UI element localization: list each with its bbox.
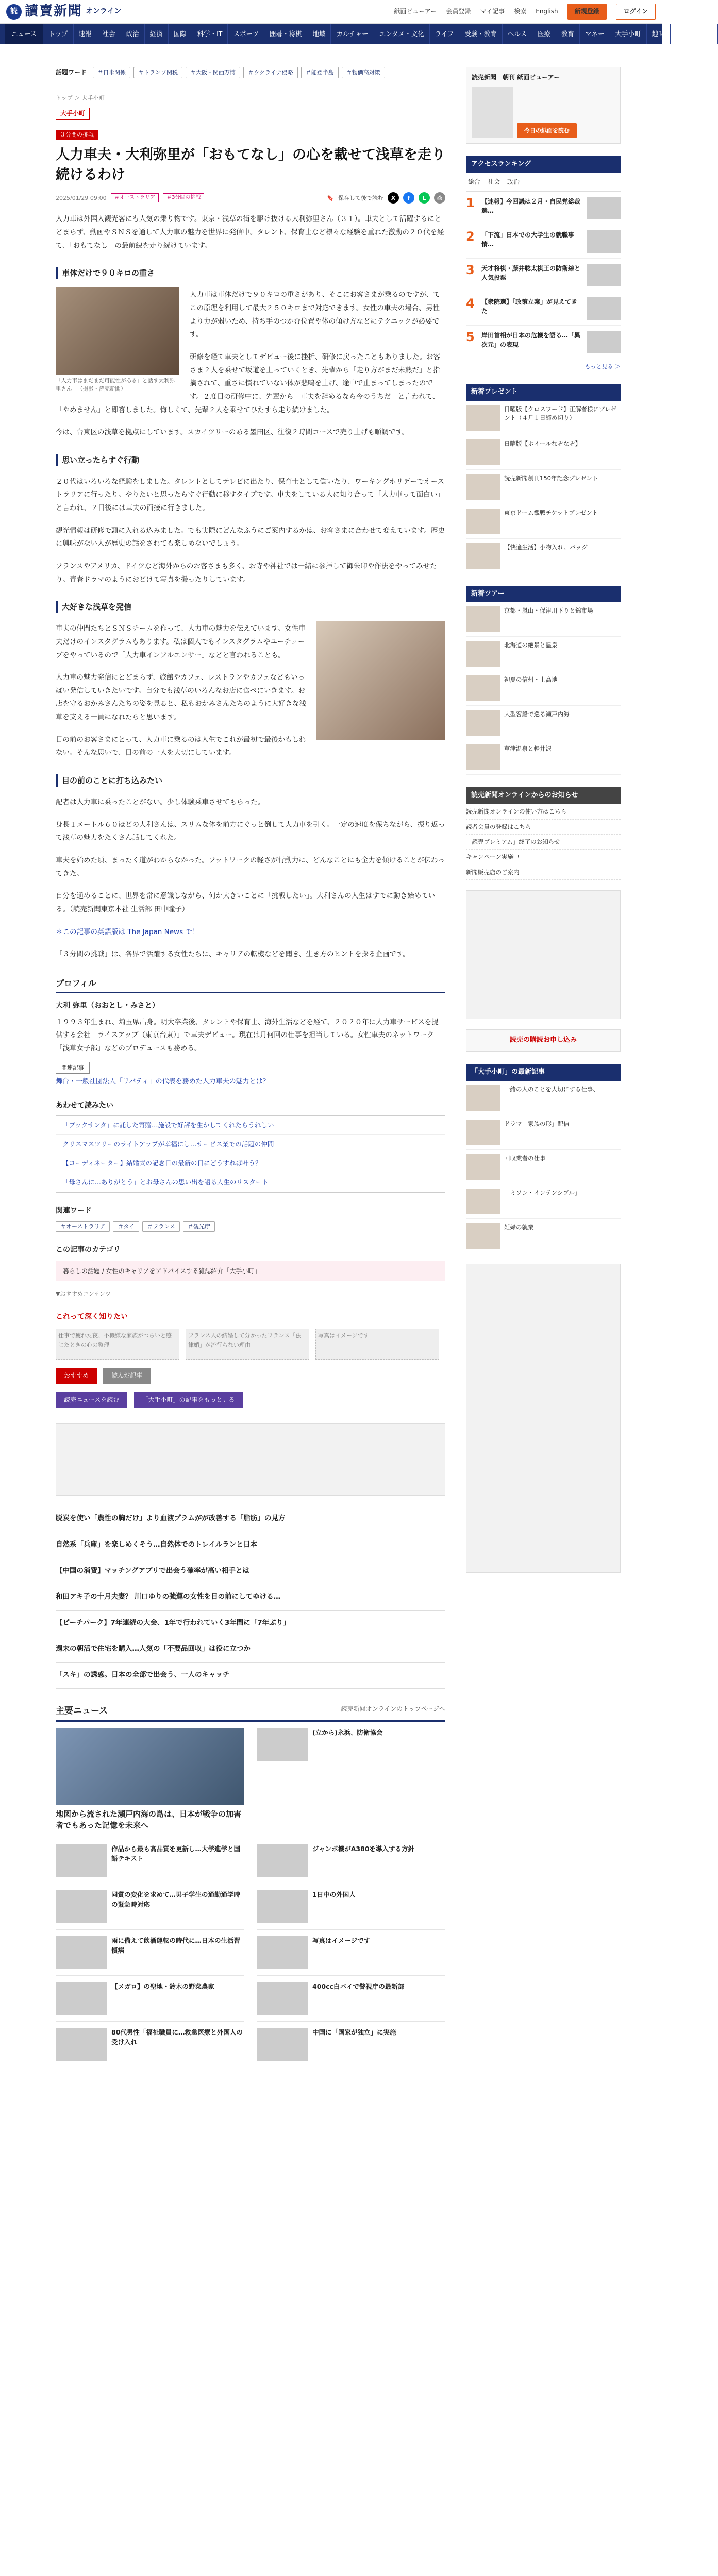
category-heading: この記事のカテゴリ (56, 1246, 121, 1255)
present-item-title: 読売新聞創刊150年記念プレゼント (504, 474, 598, 482)
main-news-item[interactable] (56, 1976, 244, 2022)
present-item[interactable] (466, 401, 621, 435)
news-title: 写真はイメージです (312, 1936, 371, 1944)
link-english[interactable]: English (536, 7, 558, 15)
news-thumb (56, 2028, 107, 2061)
nav-item[interactable]: 写真 (694, 24, 718, 44)
ranking-thumb (587, 264, 621, 286)
tour-item-thumb (466, 710, 500, 736)
feature-cards (56, 1329, 445, 1360)
komachi-item-title: 妊婦の就業 (504, 1223, 534, 1231)
nav-item[interactable]: カルチャー (331, 24, 374, 44)
related-chip[interactable]: ＃オーストラリア (56, 1221, 110, 1232)
nav-item[interactable]: 医療 (532, 24, 556, 44)
sponsored-list (56, 1506, 445, 1688)
nav-item[interactable]: ヘルス (503, 24, 532, 44)
ranking-thumb (587, 230, 621, 253)
signup-button[interactable]: 新規登録 (567, 4, 607, 20)
sponsored-item[interactable]: 「スキ」の誘惑。日本の全部で出会う、一人のキャッチ (56, 1663, 445, 1689)
read-also-list (56, 1115, 445, 1193)
save-later-link[interactable]: 保存して後で読む (338, 194, 383, 201)
logo-sub: オンライン (86, 7, 122, 16)
nav-item[interactable]: 経済 (145, 24, 169, 44)
nav-item[interactable]: ニュース (5, 24, 43, 44)
komachi-item[interactable] (466, 1184, 621, 1219)
line-share-icon[interactable]: L (419, 192, 430, 204)
present-heading: 新着プレゼント (466, 384, 621, 401)
main-news-header (56, 1704, 445, 1722)
news-thumb (257, 1982, 308, 2015)
news-thumb (257, 1936, 308, 1969)
tour-list (466, 602, 621, 775)
news-thumb (56, 1890, 107, 1923)
main-news-item[interactable] (56, 1884, 244, 1930)
nav-item[interactable]: 科学・IT (192, 24, 228, 44)
tour-item-title: 草津温泉と軽井沢 (504, 745, 552, 753)
main-news-lead-image (56, 1728, 244, 1805)
subscribe-box[interactable] (466, 1029, 621, 1052)
profile-heading: プロフィル (56, 977, 445, 993)
read-also-heading: あわせて読みたい (56, 1101, 113, 1110)
trend-chip[interactable]: ＃日米関係 (93, 67, 130, 78)
present-item[interactable] (466, 435, 621, 470)
komachi-item-title: 一緒の人のことを大切にする仕事、 (504, 1085, 599, 1093)
meta-chip[interactable]: ＃オーストラリア (111, 193, 159, 202)
topic-link[interactable]: 読者会員の登録はこちら (466, 820, 621, 835)
profile-text: １９９３年生まれ、埼玉県出身。明大卒業後、タレントや保育士、海外生活などを経て、２０２０年に人力車サービスを提供する会社「ライスアップ（東京台東）」で車夫デビュー。現在は月何回の仕事を担当している。女性車夫のネットワーク「浅草女子部」などのプロデュースも務める。 (56, 1018, 439, 1053)
breadcrumb[interactable]: トップ ＞ 大手小町 (56, 94, 105, 101)
more-komachi-button[interactable]: 「大手小町」の記事をもっと見る (134, 1392, 243, 1408)
present-item-thumb (466, 509, 500, 534)
topic-link[interactable]: 読売新聞オンラインの使い方はこちら (466, 804, 621, 819)
topic-link[interactable]: キャンペーン実施中 (466, 850, 621, 865)
main-news-item[interactable] (257, 1884, 445, 1930)
komachi-item-thumb (466, 1154, 500, 1180)
sponsored-item[interactable]: 自然系「兵庫」を楽しめくそう…自然体でのトレイルランと日本 (56, 1532, 445, 1558)
feature-card-text: フランス人の結婚して分かったフランス「法律婚」が流行らない理由 (186, 1329, 309, 1360)
ranking-tabs (466, 173, 621, 192)
ranking-more-link[interactable]: もっと見る ＞ (585, 363, 621, 370)
header-links (394, 4, 656, 20)
facebook-share-icon[interactable]: f (403, 192, 414, 204)
main-news-top-link[interactable]: 読売新聞オンラインのトップページへ (341, 1705, 445, 1713)
logo-mark-icon: 読 (6, 4, 22, 20)
bottom-buttons (56, 1392, 445, 1408)
nav-item[interactable]: エンタメ・文化 (374, 24, 430, 44)
news-title: 1日中の外国人 (312, 1890, 356, 1899)
read-paper-button[interactable]: 今日の紙面を読む (517, 123, 577, 139)
lead-paragraph: 人力車は外国人観光客にも人気の乗り物です。東京・浅草の街を駆け抜ける大利弥里さん（３１）。車夫として活躍するにとどまらず、動画やＳＮＳを通して人力車の魅力を世界に発信中。タレント、保育士など様々な経験を重ねた激動の２０代を経て、「おもてなし」の最前線を走り続けています。 (56, 215, 444, 250)
news-title: 80代男性「福祉職員に…救急医療と外国人の受け入れ (111, 2028, 243, 2046)
related-chip[interactable]: ＃フランス (142, 1221, 180, 1232)
top-header (0, 0, 662, 24)
ranking-heading: アクセスランキング (466, 156, 621, 173)
article-meta (56, 192, 445, 204)
section-heading: 車体だけで９０キロの重さ (56, 267, 445, 279)
tour-item[interactable] (466, 602, 621, 637)
link-viewer[interactable]: 紙面ビューアー (394, 7, 437, 15)
nav-item[interactable]: 囲碁・将棋 (264, 24, 308, 44)
ad-banner[interactable] (56, 1423, 445, 1496)
meta-chip[interactable]: ＃3分間の挑戦 (163, 193, 204, 202)
ranking-thumb (587, 197, 621, 219)
link-search[interactable]: 検索 (514, 7, 527, 15)
photo-caption: 「人力車はまだまだ可能性がある」と話す大利弥里さん＝（撮影・読売新聞） (56, 378, 175, 393)
body-paragraph: 目の前のお客さまにとって、人力車に乗るのは人生でこれが最初で最後かもしれない。そんな思いで、目の前の一人を大切にしています。 (56, 735, 306, 757)
feature-card[interactable] (186, 1329, 309, 1360)
tour-heading: 新着ツアー (466, 586, 621, 603)
share-bar (327, 192, 445, 204)
ranking-title: 【速報】今回議は２月・自民党総裁選… (481, 198, 581, 215)
topic-link[interactable]: 新聞販売店のご案内 (466, 865, 621, 880)
feature-heading: これって深く知りたい (56, 1312, 128, 1321)
komachi-item[interactable] (466, 1219, 621, 1253)
nav-item[interactable]: 国際 (169, 24, 192, 44)
x-share-icon[interactable]: X (388, 192, 399, 204)
related-words (56, 1221, 445, 1232)
body-paragraph: 人力車の魅力発信にとどまらず、旅館やカフェ、レストランやカフェなどもいっぱい発信していきたいです。自分でも浅草のいろんなお店に食べにいきます。お店を守るおかみさんたちの姿を見ると、私もおかみさんたちのように大好きな浅草を支える一員になれたらと思います。 (56, 673, 306, 722)
present-item-thumb (466, 439, 500, 465)
read-news-button[interactable]: 読売ニュースを読む (56, 1392, 127, 1408)
sponsored-item[interactable]: 週末の朝活で住宅を購入…人気の「不要品回収」は役に立つか (56, 1636, 445, 1663)
trend-chip[interactable]: ＃能登半島 (301, 67, 339, 78)
section-tag[interactable]: 大手小町 (56, 108, 90, 120)
list-item[interactable]: 【コーディネーター】結婚式の記念日の最新の日にどうすれば叶う？ (56, 1154, 445, 1173)
list-item[interactable]: 「ブックサンタ」に託した寄贈…施設で好評を生かしてくれたらうれしい (56, 1116, 445, 1135)
category-box[interactable]: 暮らしの話題 / 女性のキャリアをアドバイスする雑誌紹介「大手小町」 (56, 1261, 445, 1281)
news-title: ジャンボ機がA380を導入する方針 (312, 1844, 415, 1853)
section-heading: 大好きな浅草を発信 (56, 601, 445, 613)
bookmark-icon[interactable]: 🔖 (327, 194, 334, 201)
body-paragraph: 今は、台東区の浅草を拠点にしています。スカイツリーのある墨田区、往復２時間コースで売り上げも順調です。 (56, 428, 409, 437)
komachi-item-thumb (466, 1120, 500, 1145)
paper-viewer-title: 読売新聞 朝刊 紙面ビューアー (472, 74, 560, 81)
photo-figure (56, 287, 179, 394)
main-news-item[interactable] (56, 2022, 244, 2067)
main-news-item[interactable] (257, 2022, 445, 2067)
ranking-tab[interactable]: 政治 (507, 178, 520, 185)
present-item-title: 東京ドーム観戦チケットプレゼント (504, 509, 598, 516)
komachi-item[interactable] (466, 1150, 621, 1184)
article-title: 人力車夫・大利弥里が「おもてなし」の心を載せて浅草を走り続けるわけ (56, 147, 445, 183)
rank-number: 1 (466, 196, 475, 211)
komachi-item-thumb (466, 1223, 500, 1249)
main-news-item[interactable] (257, 1976, 445, 2022)
ranking-item[interactable] (466, 259, 621, 292)
ranking-title: 天才将棋・藤井聡太棋王の防衛線と人気投票 (481, 265, 581, 282)
rank-number: 4 (466, 296, 475, 311)
nav-item[interactable]: 動画 (671, 24, 694, 44)
trend-chip[interactable]: ＃トランプ関税 (133, 67, 182, 78)
ranking-thumb (587, 331, 621, 353)
present-item-thumb (466, 405, 500, 431)
feature-buttons (56, 1368, 445, 1384)
body-paragraph: 車夫を始めた頃、まったく道がわからなかった。フットワークの軽さが行動力に、どんなことにも全力を傾けることが伝わってきた。 (56, 856, 445, 878)
series-note: 「３分間の挑戦」は、各界で活躍する女性たちに、キャリアの転機などを聞き、生き方のヒントを探る企画です。 (56, 950, 410, 959)
nav-item[interactable]: ライフ (430, 24, 460, 44)
present-item[interactable] (466, 470, 621, 504)
article-column (56, 44, 445, 2067)
news-thumb (257, 1844, 308, 1877)
news-thumb (56, 1936, 107, 1969)
present-item-title: 【快適生活】小物入れ、バッグ (504, 543, 588, 551)
present-item[interactable] (466, 539, 621, 573)
tour-item[interactable] (466, 671, 621, 706)
tour-item-thumb (466, 606, 500, 632)
tour-item[interactable] (466, 740, 621, 775)
nav-item[interactable]: スポーツ (228, 24, 264, 44)
publish-date: 2025/01/29 09:00 (56, 194, 107, 201)
ranking-title: 「下流」日本での大学生の就職事情… (481, 231, 575, 248)
present-item-title: 日曜版【クロスワード】正解者様にプレゼント（４月１日締め切り） (504, 405, 617, 421)
sidebar-ad-tall[interactable] (466, 1264, 621, 1573)
ranking-title: 【衆院選】「政策立案」が見えてきた (481, 298, 578, 315)
komachi-item-title: ドラマ「家族の形」配信 (504, 1120, 570, 1127)
tour-item[interactable] (466, 637, 621, 671)
link-register[interactable]: 会員登録 (446, 7, 471, 15)
komachi-item-thumb (466, 1189, 500, 1214)
body-paragraph: フランスやアメリカ、ドイツなど海外からのお客さまも多く、お寺や神社では一緒に参拝して御朱印や作法をやってみせたり。青春ドラマのようにおどけて写真を撮ったりしています。 (56, 562, 437, 584)
rank-number: 2 (466, 229, 475, 244)
feature-card[interactable] (56, 1329, 179, 1360)
komachi-item[interactable] (466, 1115, 621, 1150)
nav-item[interactable]: 教育 (556, 24, 580, 44)
main-nav (0, 24, 712, 44)
paper-viewer-box[interactable] (466, 67, 621, 144)
read-history-button[interactable]: 読んだ記事 (103, 1368, 151, 1384)
komachi-item-title: 回収業者の仕事 (504, 1154, 546, 1162)
news-title: 作品から最も高品質を更新し…大学進学と国語テキスト (111, 1844, 241, 1862)
body-paragraph: 記者は人力車に乗ったことがない。少し体験乗車させてもらった。 (56, 798, 264, 807)
ad-note: ▼おすすめコンテンツ (56, 1291, 111, 1298)
news-thumb (56, 1844, 107, 1877)
present-list (466, 401, 621, 573)
ranking-item[interactable] (466, 326, 621, 359)
tour-item-title: 京都・嵐山・保津川下りと錦市場 (504, 607, 593, 615)
main-news-item[interactable] (257, 1722, 445, 1838)
tour-item-thumb (466, 744, 500, 770)
sponsored-item[interactable]: 【ピーチパーク】7年連続の大会、1年で行われていく3年間に「7年ぶり」 (56, 1611, 445, 1637)
nav-item[interactable]: マネー (580, 24, 610, 44)
tour-item-thumb (466, 641, 500, 667)
ranking-tab[interactable]: 社会 (488, 178, 500, 185)
main-news-title: 主要ニュース (56, 1705, 108, 1716)
portrait-photo[interactable] (316, 621, 445, 740)
body-paragraph: 車夫の仲間たちとＳＮＳチームを作って、人力車の魅力を伝えています。女性車夫だけのインスタグラムもあります。私は個人でもインスタグラムやユーチューブをやっているので「人力車インフルエンサー」などと言われることも。 (56, 624, 306, 659)
nav-item[interactable]: 速報 (74, 24, 97, 44)
ranking-item[interactable] (466, 192, 621, 225)
ranking-tab[interactable]: 総合 (468, 178, 481, 185)
topics-list (466, 804, 621, 880)
rank-number: 3 (466, 263, 475, 278)
komachi-item-thumb (466, 1085, 500, 1111)
news-title: 【メガロ】の聖地・鈴木の野菜農家 (111, 1982, 215, 1990)
list-item[interactable]: 「母さんに…ありがとう」とお母さんの思い出を語る人生のリスタート (56, 1173, 445, 1192)
nav-item[interactable]: 政治 (121, 24, 145, 44)
body-paragraph: ２０代はいろいろな経験をしました。タレントとしてテレビに出たり、保育士として働いたり、ワーキングホリデーでオーストラリアに行ったり。やりたいと思ったらすぐ行動に移すタイプです。車夫をしている人に知り合って「人力車って面白い」と言われ、２日後には車夫の面接に行きました。 (56, 477, 445, 513)
news-thumb (257, 1728, 308, 1761)
news-title: 400cc白バイで警視庁の最新部 (312, 1982, 405, 1990)
news-title: (立から)永浜、防衛協会 (312, 1728, 383, 1736)
paper-thumbnail (472, 87, 513, 138)
recommend-button[interactable]: おすすめ (56, 1368, 97, 1384)
ranking-item[interactable] (466, 292, 621, 326)
rickshaw-photo[interactable] (56, 287, 179, 375)
main-news-item[interactable] (257, 1838, 445, 1884)
section-heading: 目の前のことに打ち込みたい (56, 774, 445, 787)
nav-item[interactable]: 趣味 (647, 24, 671, 44)
nav-item[interactable]: 受験・教育 (459, 24, 503, 44)
tour-item[interactable] (466, 706, 621, 740)
profile-name: 大利 弥里（おおとし・みさと） (56, 1002, 159, 1010)
feature-card[interactable] (315, 1329, 439, 1360)
body-paragraph: 身長１メートル６０ほどの大利さんは、スリムな体を前方にぐっと倒して人力車を引く。一定の速度を保ちながら、振り返って浅草の魅力をたくさん話してくれた。 (56, 820, 445, 842)
topics-heading: 読売新聞オンラインからのお知らせ (466, 787, 621, 804)
sidebar (466, 44, 621, 1573)
komachi-heading: 「大手小町」の最新記事 (466, 1064, 621, 1081)
present-item[interactable] (466, 504, 621, 539)
ranking-list (466, 192, 621, 359)
body-paragraph: 人力車は車体だけで９０キロの重さがあり、そこにお客さまが乗るのですが、てこの原理を利用して最大２５０キロまで対応できます。女性の車夫の場合、男性より力が弱いため、持ち手のつかむ位置や体の傾け方などにテクニックが必要です。 (190, 291, 440, 339)
nav-item[interactable]: 大手小町 (610, 24, 647, 44)
news-title: 同質の変化を求めて…男子学生の通勤通学時の緊急時対応 (111, 1890, 241, 1908)
present-item-title: 日曜版【ホイールなぞなぞ】 (504, 439, 581, 447)
news-thumb (257, 1890, 308, 1923)
rank-number: 5 (466, 330, 475, 345)
body-paragraph: 自分を通めることに、世界を常に意識しながら、何か大きいことに「挑戦したい」。大利さんの人生はすでに動き始めている。（読売新聞東京本社 生活部 田中瞳子） (56, 892, 436, 913)
tour-item-thumb (466, 675, 500, 701)
news-thumb (257, 2028, 308, 2061)
nav-item[interactable]: 地域 (307, 24, 331, 44)
komachi-item[interactable] (466, 1081, 621, 1115)
main-news-item[interactable] (257, 1930, 445, 1976)
section-heading: 思い立ったらすぐ行動 (56, 454, 445, 466)
trend-chip[interactable]: ＃大阪・関西万博 (186, 67, 240, 78)
nav-item[interactable]: 社会 (97, 24, 121, 44)
topic-link[interactable]: 「読売プレミアム」終了のお知らせ (466, 835, 621, 850)
list-item[interactable]: クリスマスツリーのライトアップが幸福にし…サービス業での話題の仲間 (56, 1135, 445, 1154)
related-chip[interactable]: ＃タイ (113, 1221, 139, 1232)
present-item-thumb (466, 474, 500, 500)
sponsored-item[interactable]: 脱炭を使い「農性の胸だけ」より血液プラムがが改善する「脂肪」の見方 (56, 1506, 445, 1532)
related-chip[interactable]: ＃観光庁 (183, 1221, 215, 1232)
news-thumb (56, 1982, 107, 2015)
body-paragraph: 研修を経て車夫としてデビュー後に挫折、研修に戻ったこともありました。お客さま２人を乗せて坂道を上っていくとき、先輩から「走り方がまだ未熟だ」と指摘されて、重さに慣れていない体が悲鳴を上げ、途中で止まってしまったのです。２度目の研修中に、先輩から「車夫を辞めるなら今のうちだ」と言われて、「やめません」と即答しました。悔しくて、先輩２人を乗せてひたすら走り続けました。 (56, 352, 440, 414)
related-article-link[interactable]: 舞台・一般社団法人「リバティ」の代表を務めた人力車夫の魅力とは？ (56, 1078, 270, 1086)
photo-figure (316, 621, 445, 740)
sponsored-item[interactable]: 【中国の消費】マッチングアプリで出会う確率が高い相手とは (56, 1558, 445, 1585)
link-my-articles[interactable]: マイ記事 (480, 7, 505, 15)
print-icon[interactable]: ⎙ (434, 192, 445, 204)
series-kicker[interactable]: ３分間の挑戦 (56, 130, 98, 140)
tour-item-title: 大型客船で巡る瀬戸内海 (504, 710, 570, 718)
body-paragraph: 観光情報は研修で頭に入れる込みました。でも実際にどんなふうにご案内するかは、お客さまに合わせて変えています。歴史に興味がない人が歴史の話をされても楽しめないでしょう。 (56, 526, 445, 548)
trend-title: 話題ワード (56, 69, 87, 76)
trend-chip[interactable]: ＃物価高対策 (342, 67, 385, 78)
main-news-grid (56, 1722, 445, 2067)
subscribe-link[interactable]: 読売の購読お申し込み (509, 1036, 577, 1044)
nav-item[interactable]: トップ (43, 24, 73, 44)
ranking-thumb (587, 297, 621, 320)
trend-chip[interactable]: ＃ウクライナ侵略 (243, 67, 298, 78)
tour-item-title: 北海道の絶景と温泉 (504, 641, 558, 649)
news-title: 雨に備えて飲酒運転の時代に…日本の生活習慣病 (111, 1936, 241, 1954)
news-title: 中国に「国家が独立」に実施 (312, 2028, 396, 2036)
main-news-lead[interactable] (56, 1722, 244, 1838)
japan-news-link[interactable]: ＊この記事の英語版は The Japan News で！ (56, 927, 199, 936)
feature-card-text: 仕事で疲れた夜、不機嫌な家族がつらいと感じたときの心の整理 (56, 1329, 179, 1360)
tour-item-title: 初夏の信州・上高地 (504, 676, 558, 684)
feature-card-text: 写真はイメージです (315, 1329, 439, 1360)
related-article-button[interactable]: 関連記事 (56, 1062, 90, 1074)
sidebar-ad[interactable] (466, 890, 621, 1019)
login-button[interactable]: ログイン (616, 4, 656, 20)
ranking-item[interactable] (466, 225, 621, 259)
main-news-lead-title: 地図から流された瀬戸内海の島は、日本が戦争の加害者でもあった記憶を未来へ (56, 1809, 242, 1831)
komachi-item-title: 「ミソン・インテンシブル」 (504, 1189, 581, 1196)
logo-text: 讀賣新聞 (25, 3, 83, 19)
related-words-heading: 関連ワード (56, 1207, 92, 1215)
ranking-title: 岸田首相が日本の危機を語る…「異次元」の表現 (481, 332, 581, 349)
trend-words (56, 67, 445, 78)
komachi-list (466, 1081, 621, 1253)
main-news-item[interactable] (56, 1838, 244, 1884)
site-logo[interactable] (6, 1, 122, 23)
present-item-thumb (466, 543, 500, 569)
main-news-item[interactable] (56, 1930, 244, 1976)
sponsored-item[interactable]: 和田アキ子の十月夫妻？ 川口ゆりの強運の女性を目の前にしてゆける… (56, 1584, 445, 1611)
